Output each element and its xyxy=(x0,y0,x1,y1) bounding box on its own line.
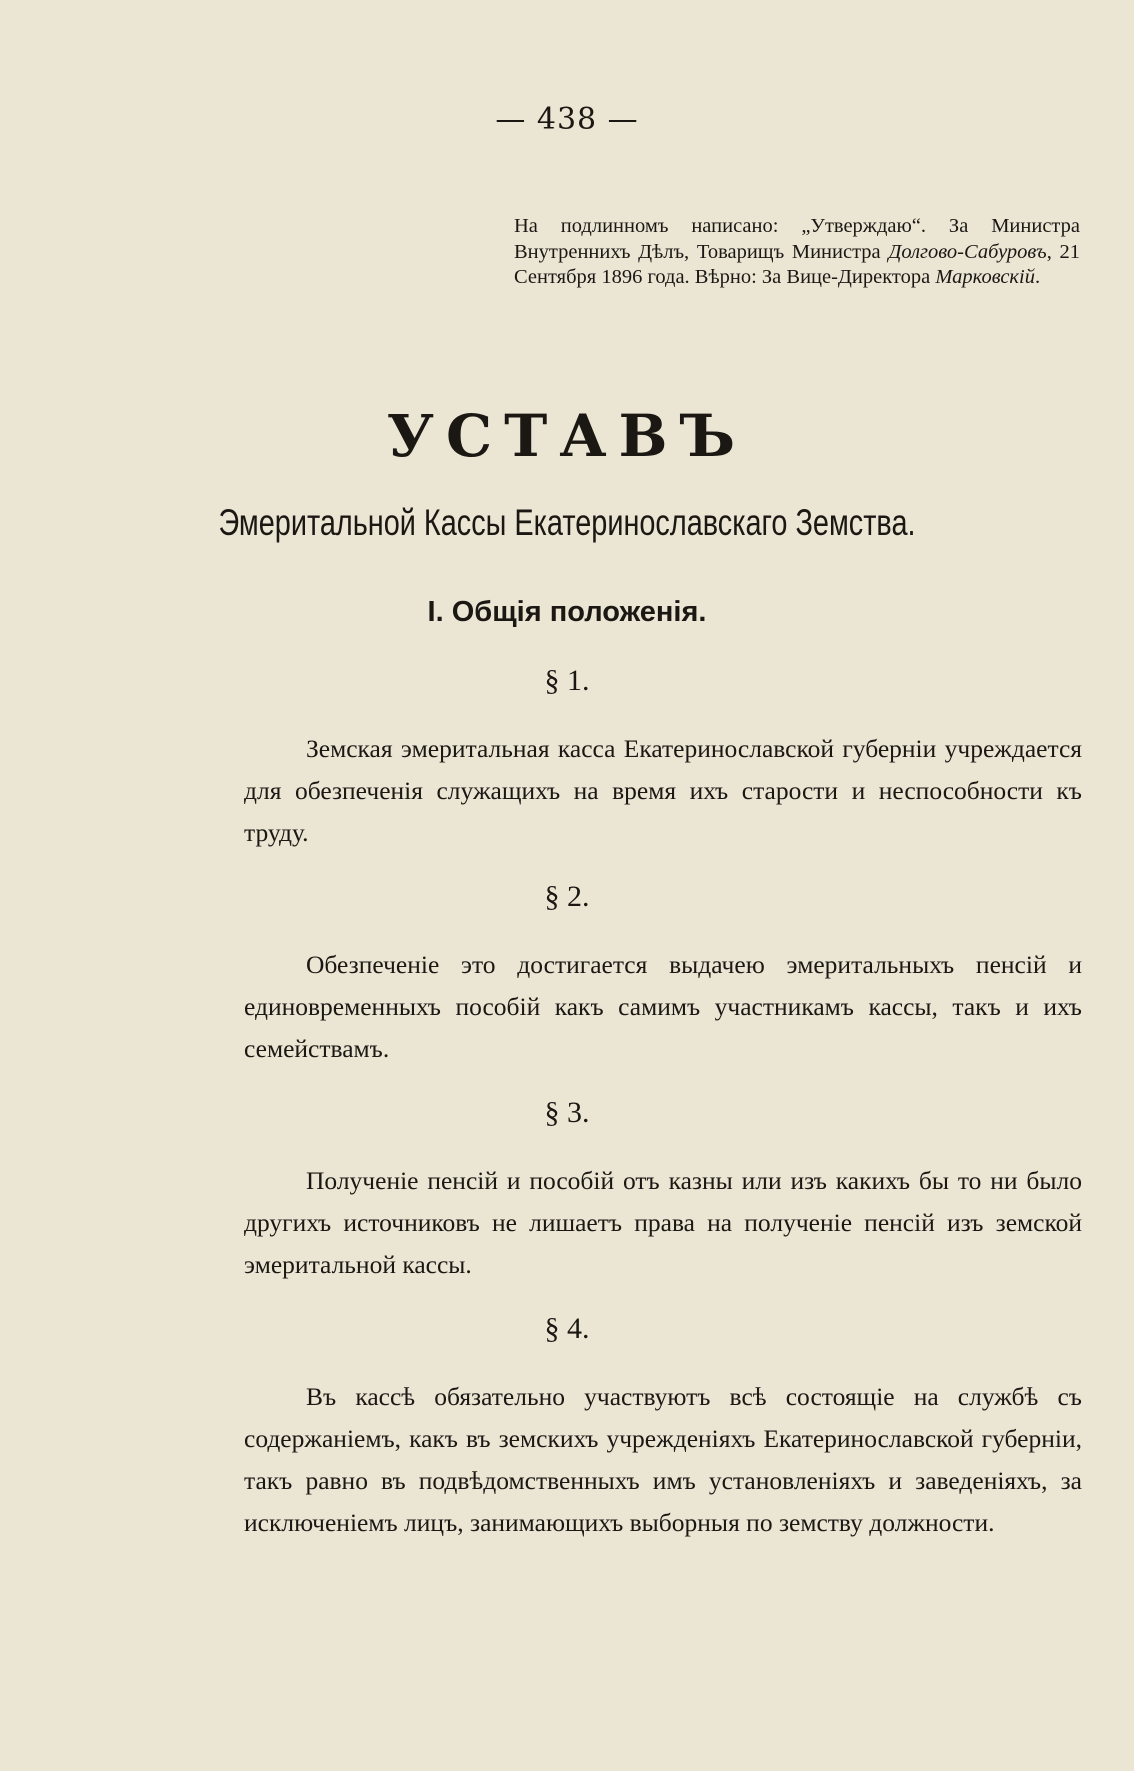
paragraph-text-2: Обезпеченіе это достигается выдачею эмеритальныхъ пенсій и единовременныхъ пособій какъ самимъ участникамъ кассы, такъ и ихъ семействамъ. xyxy=(244,950,1082,1063)
section-heading: I. Общія положенія. xyxy=(427,596,707,628)
approval-note-line2-start: Внутреннихъ Дѣлъ, Товарищъ Министра xyxy=(514,240,889,263)
paragraph-mark-2: § 2. xyxy=(544,880,590,913)
approval-note-line1: На подлинномъ написано: „Утверждаю“. За Министра xyxy=(514,215,1080,237)
document-title: УСТАВЪ xyxy=(386,402,748,470)
paragraph-text-1: Земская эмеритальная касса Екатеринославской губерніи учреждается для обезпеченія служащихъ на время ихъ старости и неспособности къ труду. xyxy=(244,734,1082,847)
approval-note-end-mark: . xyxy=(1034,266,1041,288)
paragraph-text-4: Въ кассѣ обязательно участвуютъ всѣ состоящіе на службѣ съ содержаніемъ, какъ въ земскихъ учрежденіяхъ Екатеринославской губерніи, такъ равно въ подвѣдомственныхъ имъ установленіяхъ и заведеніяхъ, за исключеніемъ лицъ, занимающихъ выборныя по земству должности. xyxy=(244,1382,1082,1537)
document-subtitle: Эмеритальной Кассы Екатеринославскаго Земства. xyxy=(218,502,916,543)
page-number: — 438 — xyxy=(495,102,639,137)
approval-note xyxy=(514,214,1080,291)
paragraph-mark-1: § 1. xyxy=(544,664,590,697)
signer-name: Долгово-Сабуровъ xyxy=(888,240,1047,263)
approval-note-line2-end: , 21 Сентября 1896 года. Вѣрно: За Вице-Директора xyxy=(514,240,1080,288)
certifier-name: Марковскій xyxy=(935,266,1035,288)
paragraph-mark-4: § 4. xyxy=(544,1312,590,1345)
show-through-text xyxy=(350,330,360,377)
paragraph-mark-3: § 3. xyxy=(544,1096,590,1129)
paragraph-text-3: Полученіе пенсій и пособій отъ казны или изъ какихъ бы то ни было другихъ источниковъ не лишаетъ права на полученіе пенсій изъ земской эмеритальной кассы. xyxy=(244,1166,1082,1279)
